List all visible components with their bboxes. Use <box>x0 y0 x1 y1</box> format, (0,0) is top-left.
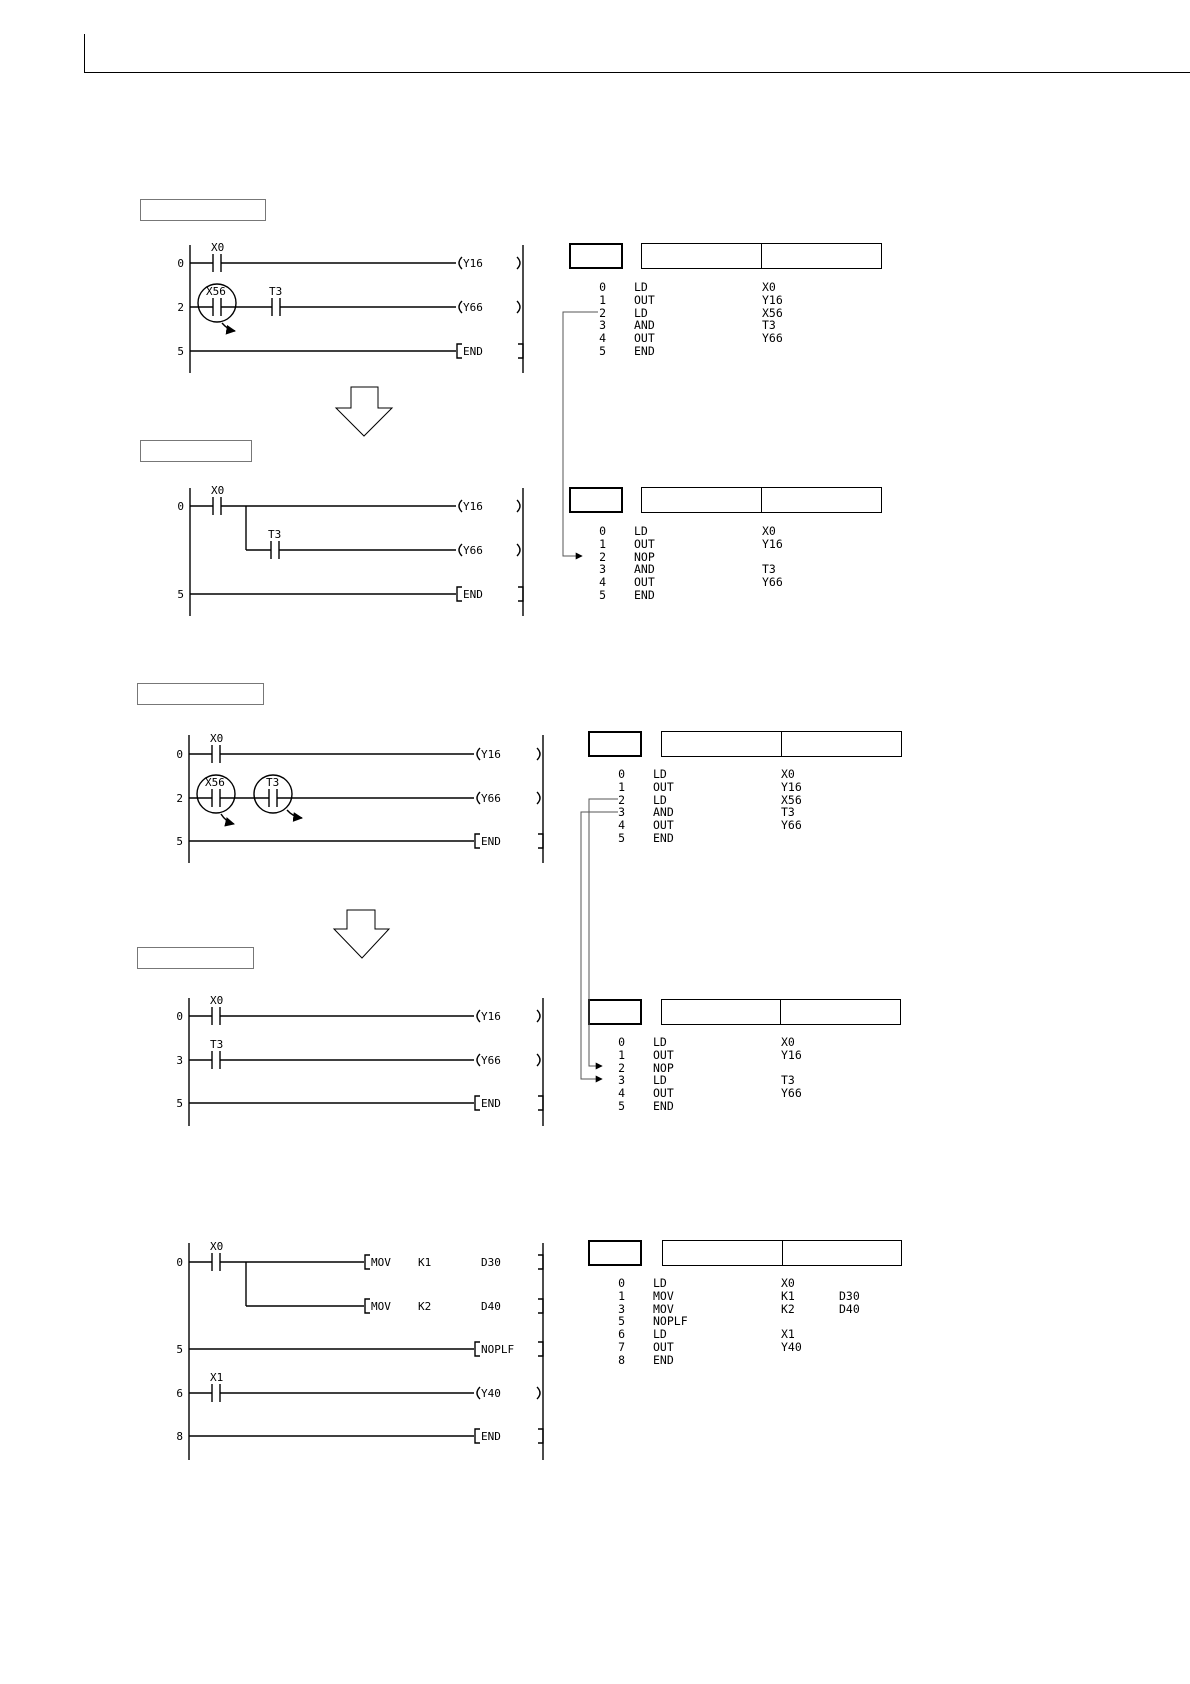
end-label: END <box>463 345 483 358</box>
coil-label: Y40 <box>481 1387 501 1400</box>
step-number: 1 <box>618 1288 625 1303</box>
instruction: AND <box>634 318 655 333</box>
instruction: END <box>653 1352 674 1367</box>
step-number: 3 <box>618 1301 625 1316</box>
device-label: T3 <box>268 528 282 541</box>
instruction: OUT <box>653 1086 674 1101</box>
step-label: 5 <box>177 345 184 358</box>
instruction: END <box>634 587 655 602</box>
device: X0 <box>781 1035 795 1049</box>
step-number: 0 <box>599 280 606 294</box>
instruction: NOPLF <box>653 1314 688 1329</box>
step-connector <box>589 799 618 1066</box>
step-label: 0 <box>176 1010 183 1023</box>
step-number: 5 <box>618 1314 625 1329</box>
device2: D30 <box>839 1288 860 1303</box>
operand-label: D30 <box>481 1256 501 1269</box>
device-label: X1 <box>210 1371 224 1384</box>
step-number: 2 <box>618 792 625 807</box>
device-label: X0 <box>210 994 224 1007</box>
coil-label: Y16 <box>481 1010 501 1023</box>
device: Y40 <box>781 1339 802 1354</box>
operand-label: K2 <box>418 1300 432 1313</box>
instruction: LD <box>634 524 648 538</box>
device: T3 <box>762 562 776 577</box>
step-number: 3 <box>618 1073 625 1088</box>
device: T3 <box>781 1073 795 1088</box>
step-label: 0 <box>177 257 184 270</box>
step-number: 4 <box>599 331 606 346</box>
device: K2 <box>781 1301 795 1316</box>
step-connector <box>581 812 618 1079</box>
step-number: 5 <box>599 343 606 358</box>
instruction: OUT <box>634 292 655 307</box>
instr-label: NOPLF <box>481 1343 515 1356</box>
device-label: T3 <box>266 776 280 789</box>
instruction: LD <box>634 305 648 320</box>
device-label: T3 <box>210 1038 224 1051</box>
device: T3 <box>781 805 795 820</box>
device: Y16 <box>781 779 802 794</box>
instruction: NOP <box>634 549 655 564</box>
end-label: END <box>481 835 501 848</box>
step-number: 2 <box>599 305 606 320</box>
instruction: OUT <box>653 818 674 833</box>
device2: D40 <box>839 1301 860 1316</box>
step-label: 5 <box>176 835 183 848</box>
device: X0 <box>762 524 776 538</box>
coil-label: Y16 <box>463 257 483 270</box>
end-label: END <box>481 1097 501 1110</box>
step-label: 8 <box>176 1430 183 1443</box>
device: Y66 <box>781 818 802 833</box>
step-number: 3 <box>618 805 625 820</box>
instr-label: MOV <box>371 1256 391 1269</box>
instruction: MOV <box>653 1288 674 1303</box>
step-number: 2 <box>599 549 606 564</box>
step-label: 0 <box>176 1256 183 1269</box>
step-number: 0 <box>599 524 606 538</box>
step-label: 3 <box>176 1054 183 1067</box>
step-label: 5 <box>176 1097 183 1110</box>
step-number: 4 <box>618 1086 625 1101</box>
device: X56 <box>781 792 802 807</box>
step-label: 6 <box>176 1387 183 1400</box>
step-number: 1 <box>618 1047 625 1062</box>
device: X0 <box>781 1276 795 1290</box>
operand-label: D40 <box>481 1300 501 1313</box>
device: X0 <box>781 767 795 781</box>
device: Y66 <box>762 575 783 590</box>
device-label: T3 <box>269 285 283 298</box>
device-label: X0 <box>211 241 225 254</box>
instruction: NOP <box>653 1060 674 1075</box>
step-label: 2 <box>177 301 184 314</box>
step-number: 5 <box>599 587 606 602</box>
instruction: LD <box>653 1276 667 1290</box>
coil-label: Y16 <box>463 500 483 513</box>
end-label: END <box>463 588 483 601</box>
coil-label: Y66 <box>463 301 483 314</box>
coil-label: Y16 <box>481 748 501 761</box>
device: X0 <box>762 280 776 294</box>
instruction: OUT <box>634 331 655 346</box>
coil-label: Y66 <box>481 792 501 805</box>
instruction: LD <box>653 1073 667 1088</box>
step-connector <box>563 312 598 556</box>
device-label: X56 <box>206 285 226 298</box>
instruction: AND <box>653 805 674 820</box>
step-number: 1 <box>599 292 606 307</box>
step-number: 2 <box>618 1060 625 1075</box>
instruction: LD <box>653 767 667 781</box>
device-label: X56 <box>205 776 225 789</box>
step-number: 4 <box>618 818 625 833</box>
instruction: END <box>653 1098 674 1113</box>
step-number: 1 <box>618 779 625 794</box>
instruction: LD <box>653 1035 667 1049</box>
end-label: END <box>481 1430 501 1443</box>
step-number: 6 <box>618 1327 625 1342</box>
step-number: 1 <box>599 536 606 551</box>
instruction: OUT <box>634 575 655 590</box>
step-number: 0 <box>618 1276 625 1290</box>
instruction: LD <box>634 280 648 294</box>
coil-label: Y66 <box>463 544 483 557</box>
step-number: 3 <box>599 562 606 577</box>
down-arrow-icon <box>334 910 389 958</box>
step-label: 5 <box>176 1343 183 1356</box>
step-number: 8 <box>618 1352 625 1367</box>
step-number: 5 <box>618 1098 625 1113</box>
device: Y66 <box>781 1086 802 1101</box>
instruction: END <box>653 830 674 845</box>
instruction: OUT <box>653 1047 674 1062</box>
step-number: 0 <box>618 767 625 781</box>
step-label: 0 <box>177 500 184 513</box>
instr-label: MOV <box>371 1300 391 1313</box>
device: Y16 <box>781 1047 802 1062</box>
step-number: 0 <box>618 1035 625 1049</box>
step-number: 3 <box>599 318 606 333</box>
device: X56 <box>762 305 783 320</box>
step-label: 0 <box>176 748 183 761</box>
device: K1 <box>781 1288 795 1303</box>
instruction: AND <box>634 562 655 577</box>
instruction: LD <box>653 792 667 807</box>
step-label: 2 <box>176 792 183 805</box>
device: T3 <box>762 318 776 333</box>
down-arrow-icon <box>336 387 392 436</box>
step-number: 4 <box>599 575 606 590</box>
instruction: MOV <box>653 1301 674 1316</box>
device: X1 <box>781 1327 795 1342</box>
operand-label: K1 <box>418 1256 432 1269</box>
instruction: OUT <box>634 536 655 551</box>
instruction: OUT <box>653 779 674 794</box>
device: Y16 <box>762 536 783 551</box>
step-number: 5 <box>618 830 625 845</box>
device: Y16 <box>762 292 783 307</box>
device-label: X0 <box>210 732 224 745</box>
device-label: X0 <box>211 484 225 497</box>
instruction: OUT <box>653 1339 674 1354</box>
instruction: LD <box>653 1327 667 1342</box>
device: Y66 <box>762 331 783 346</box>
step-number: 7 <box>618 1339 625 1354</box>
device-label: X0 <box>210 1240 224 1253</box>
instruction: END <box>634 343 655 358</box>
coil-label: Y66 <box>481 1054 501 1067</box>
step-label: 5 <box>177 588 184 601</box>
